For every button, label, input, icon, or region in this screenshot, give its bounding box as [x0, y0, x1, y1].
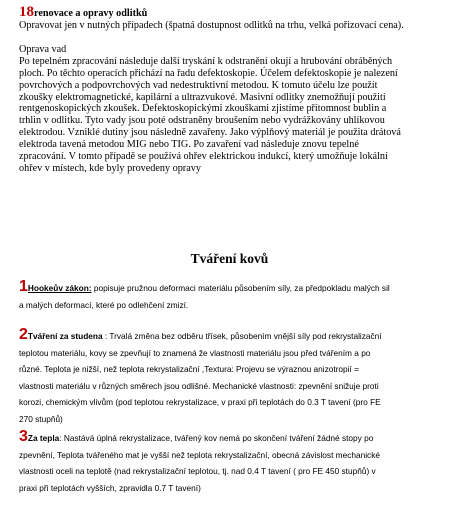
item-line	[19, 430, 449, 447]
paragraph-line: povrchových a podpovrchových vad nedestruktivní metodou. K tomuto účelu lze použít	[19, 79, 378, 91]
item-line: zpevnění, Teplota tvářeného mat je vyšší než teplota rekrystalizační, obecná závislost mechanické	[19, 449, 380, 460]
section-18-heading	[19, 5, 449, 20]
item-2	[19, 328, 449, 427]
item-number: 2	[19, 326, 28, 343]
paragraph-line: rentgenoskopických zkoušek. Defektoskopickými zkouškami zjistíme přítomnost bublin a	[19, 103, 387, 115]
item-text: : Nastává úplná rekrystalizace, tvářený kov nemá po skončení tváření žádné stopy po	[59, 433, 374, 443]
paragraph-line: Po tepelném zpracování následuje další tryskání k odstranění okují a hrubování obráběných	[19, 55, 393, 67]
item-line	[19, 328, 449, 345]
item-label: Hookeův zákon:	[27, 283, 92, 293]
paragraph-line: elektrodou. Vzniklé dutiny jsou následně zavařeny. Jako výplňový materiál je použita drátová	[19, 127, 401, 139]
paragraph-line: ploch. Po těchto operacích přichází na řadu defektoskopie. Účelem defektoskopie je nalezení	[19, 67, 398, 79]
item-line: vlastnosti materiálu v různých směrech jsou odlišné. Mechanické vlastnosti: zpevnění snižuje proti	[19, 380, 379, 391]
paragraph-line: trhlin v odlitku. Tyto vady jsou poté odstraněny broušením nebo vydrážkovány uhlíkovou	[19, 115, 385, 127]
spacer	[19, 32, 449, 44]
item-number: 3	[19, 428, 28, 445]
item-line: různé. Teplota je nižší, než teplota rekrystalizační ,Textura: Projevu se výraznou anizotropií =	[19, 364, 359, 374]
paragraph-line: elektroda tavená metodou MIG nebo TIG. Po zavaření vad následuje znovu tepelné	[19, 139, 359, 151]
item-line	[19, 280, 449, 297]
item-1	[19, 280, 449, 313]
subheading-oprava-vad: Oprava vad	[19, 43, 67, 55]
section-number: 18	[19, 4, 34, 20]
item-number: 1	[19, 278, 28, 295]
paragraph-line: zkoušky elektromagnetické, kapilární a ultrazvukové. Masivní odlitky znemožňují použití	[19, 91, 386, 103]
section-18	[19, 5, 449, 175]
item-line: praxi při teplotách vyšších, zpravidla 0.7 T tavení)	[19, 482, 201, 493]
item-line: a malých deformací, které po odlehčení zmizí.	[19, 299, 189, 310]
section-title: renovace a opravy odlitků	[34, 8, 148, 19]
item-line: vlastnosti oceli na teplotě (nad rekrystalizační teplotou, tj. nad 0.4 T tavení ( pro FE 450 stupňů) v	[19, 466, 376, 476]
item-text: popisuje pružnou deformaci materiálu působením síly, za předpokladu malých sil	[91, 283, 390, 293]
section-description: Opravovat jen v nutných případech (špatná dostupnost odlitků na trhu, velká pořizovací cena).	[19, 20, 404, 31]
item-line: 270 stupňů)	[19, 413, 63, 424]
page-title: Tváření kovů	[190, 251, 269, 266]
item-label: Tváření za studena	[27, 331, 103, 341]
paragraph-line: zpracování. V tomto případě se používá ohřev elektrickou indukcí, který umožňuje lokální	[19, 151, 388, 163]
item-line: teplotou materiálu, kovy se zpevňují to znamená že vlastnosti materiálu jsou před tvářením a po	[19, 347, 371, 358]
paragraph-line: ohřev v místech, kde byly provedeny opravy	[19, 162, 201, 174]
item-text: : Trvalá změna bez odběru třísek, působením vnější síly pod rekrystalizační	[102, 331, 382, 341]
item-label: Za tepla	[27, 433, 60, 443]
item-3	[19, 430, 449, 496]
item-line: korozi, chemickým vlivům (pod teplotou rekrystalizace, v praxi při teplotách do 0.3 T tavení (pro FE	[19, 397, 381, 407]
repair-paragraph	[19, 56, 449, 175]
